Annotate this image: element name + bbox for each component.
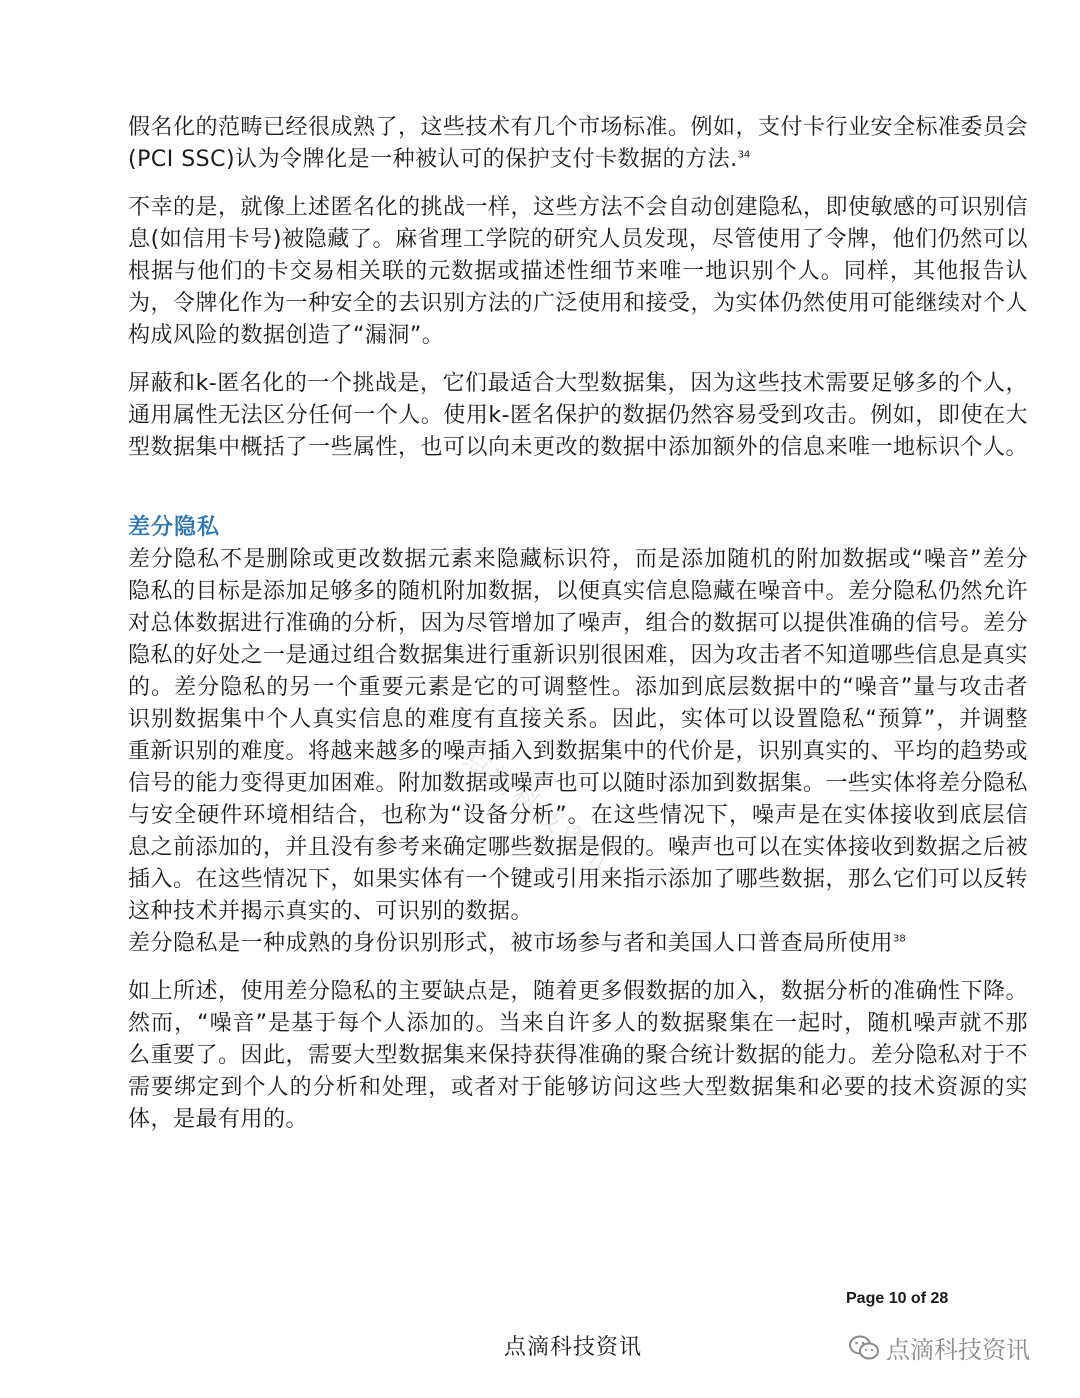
section-heading: 差分隐私 — [128, 515, 221, 540]
page-content — [128, 112, 1028, 1152]
page-total: 28 — [930, 1290, 949, 1307]
page-of: of — [906, 1290, 931, 1307]
footer-brand: 点滴科技资讯 — [504, 1335, 643, 1360]
section-spacer — [128, 464, 1028, 494]
paragraph-text: 差分隐私是一种成熟的身份识别形式，被市场参与者和美国人口普查局所使用 — [128, 931, 894, 956]
paragraph-k-anonymity: 屏蔽和k-匿名化的一个挑战是，它们最适合大型数据集，因为这些技术需要足够多的个人，通用属性无法区分任何一个人。使用k-匿名保护的数据仍然容易受到攻击。例如，即使在大型数据集中概括了一些属性，也可以向未更改的数据中添加额外的信息来唯一地标识个人。 — [128, 371, 1029, 460]
page-prefix: Page — [846, 1290, 889, 1307]
wechat-account-name: 点滴科技资讯 — [886, 1336, 1030, 1364]
paragraph-pseudonymization — [128, 112, 1028, 176]
footnote-marker: 34 — [737, 149, 751, 161]
page-current: 10 — [888, 1290, 907, 1307]
paragraph-dp-drawbacks: 如上所述，使用差分隐私的主要缺点是，随着更多假数据的加入，数据分析的准确性下降。然而，“噪音”是基于每个人添加的。当来自许多人的数据聚集在一起时，随机噪声就不那么重要了。因此，需要大型数据集来保持获得准确的聚合统计数据的能力。差分隐私对于不需要绑定到个人的分析和处理，或者对于能够访问这些大型数据集和必要的技术资源的实体，是最有用的。 — [128, 979, 1029, 1132]
wechat-account-mark — [848, 1330, 1030, 1365]
paragraph-differential-privacy: 差分隐私不是删除或更改数据元素来隐藏标识符，而是添加随机的附加数据或“噪音”差分隐私的目标是添加足够多的随机附加数据，以便真实信息隐藏在噪音中。差分隐私仍然允许对总体数据进行准确的分析，因为尽管增加了噪声，组合的数据可以提供准确的信号。差分隐私的好处之一是通过组合数据集进行重新识别很困难，因为攻击者不知道哪些信息是真实的。差分隐私的另一个重要元素是它的可调整性。添加到底层数据中的“噪音”量与攻击者识别数据集中个人真实信息的难度有直接关系。因此，实体可以设置隐私“预算”，并调整重新识别的难度。将越来越多的噪声插入到数据集中的代价是，识别真实的、平均的趋势或信号的能力变得更加困难。附加数据或噪声也可以随时添加到数据集。一些实体将差分隐私与安全硬件环境相结合，也称为“设备分析”。在这些情况下，噪声是在实体接收到底层信息之前添加的，并且没有参考来确定哪些数据是假的。噪声也可以在实体接收到数据之后被插入。在这些情况下，如果实体有一个键或引用来指示添加了哪些数据，那么它们可以反转这种技术并揭示真实的、可识别的数据。 — [128, 547, 1029, 924]
paragraph-tokenization-risk: 不幸的是，就像上述匿名化的挑战一样，这些方法不会自动创建隐私，即使敏感的可识别信息(如信用卡号)被隐藏了。麻省理工学院的研究人员发现，尽管使用了令牌，他们仍然可以根据与他们的卡交易相关联的元数据或描述性细节来唯一地识别个人。同样，其他报告认为，令牌化作为一种安全的去识别方法的广泛使用和接受，为实体仍然使用可能继续对个人构成风险的数据创造了“漏洞”。 — [128, 195, 1029, 348]
page-number — [846, 1290, 948, 1308]
watermark: 点滴科技资讯 — [458, 743, 619, 878]
wechat-icon — [848, 1334, 880, 1362]
paragraph-text: 假名化的范畴已经很成熟了，这些技术有几个市场标准。例如，支付卡行业安全标准委员会(PCI SSC)认为令牌化是一种被认可的保护支付卡数据的方法. — [128, 115, 1029, 172]
footnote-marker: 38 — [893, 933, 906, 945]
paragraph-dp-closing — [128, 928, 1028, 960]
